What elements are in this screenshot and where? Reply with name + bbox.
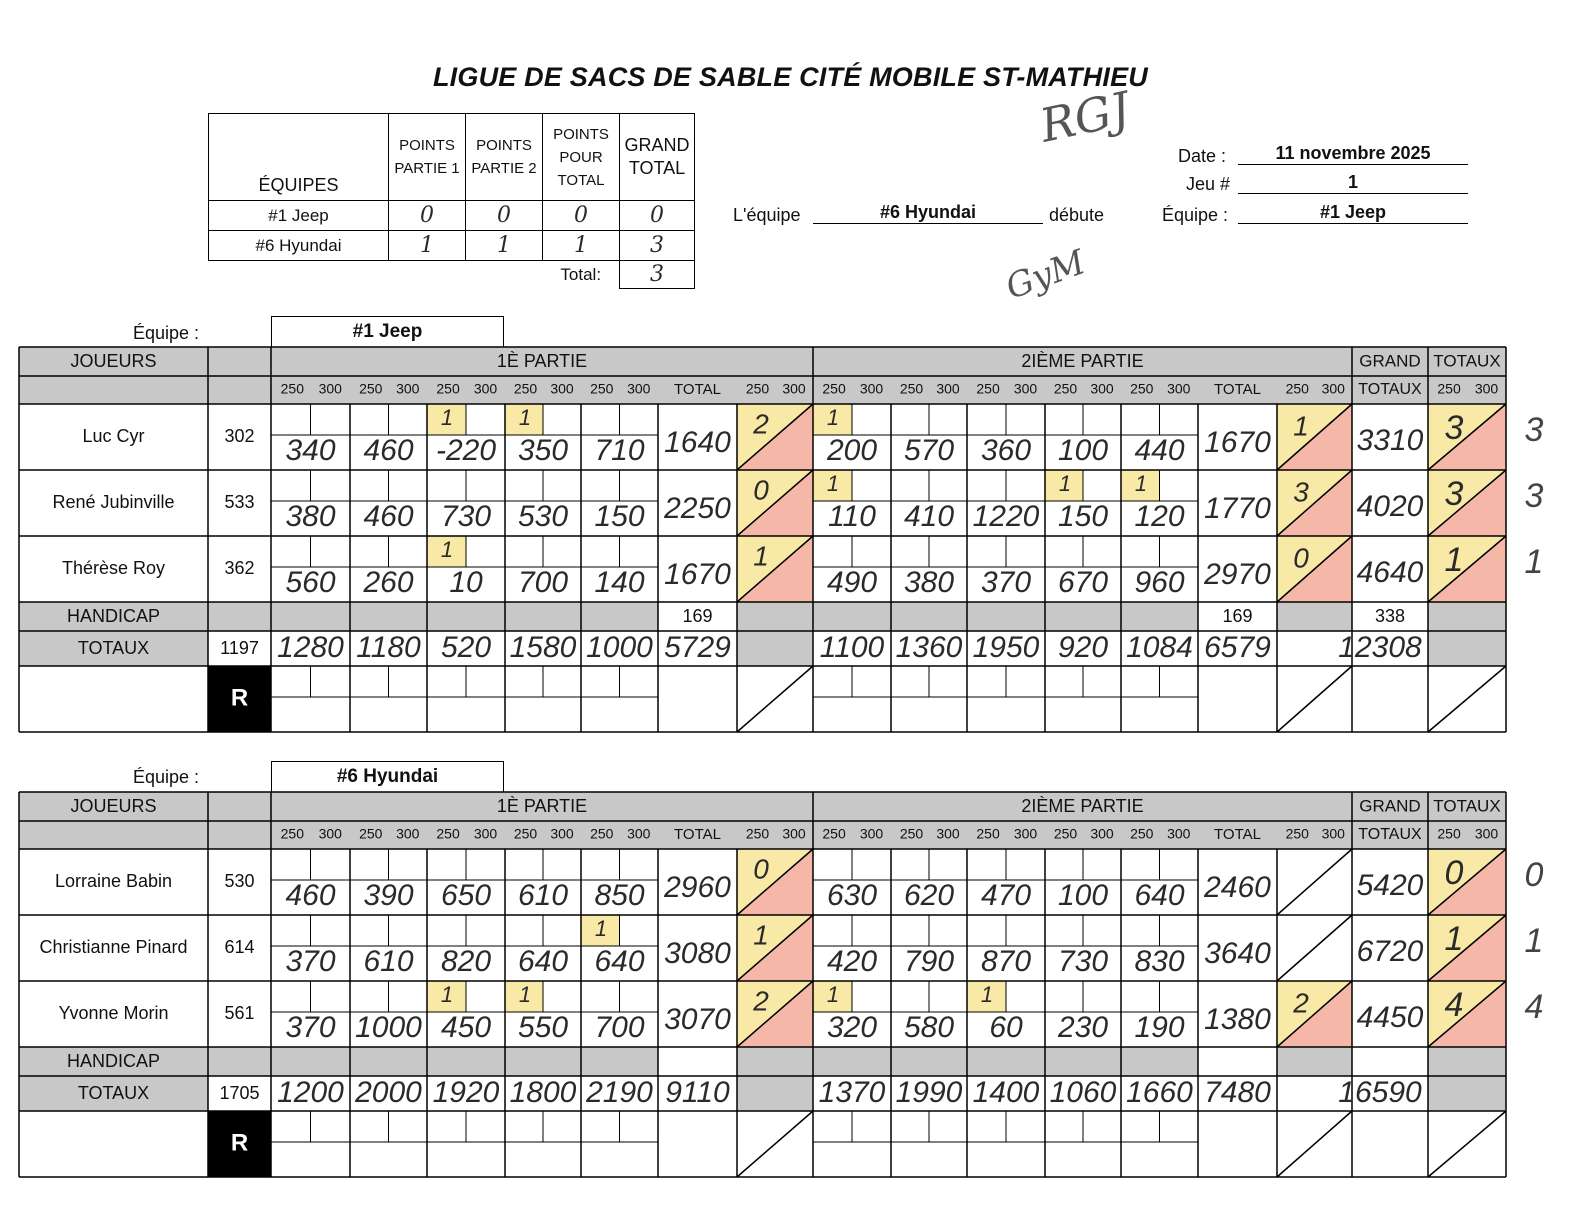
game2-score: 790 (903, 944, 955, 978)
debut-prefix: L'équipe (733, 205, 801, 225)
sub-header-250: 250 (513, 825, 538, 842)
totaux-points: 4 (1444, 985, 1464, 1024)
mark-value: 1 (1058, 470, 1072, 496)
totaux-handicap: 1705 (219, 1082, 260, 1103)
totaux-total1: 5729 (664, 630, 731, 664)
sub-header-250: 250 (745, 380, 770, 397)
summary-p1: 0 (389, 201, 466, 231)
player-handicap: 533 (224, 491, 255, 512)
totaux-total2: 6579 (1204, 630, 1271, 664)
sub-header-300: 300 (1321, 825, 1345, 842)
player-handicap: 614 (224, 936, 255, 957)
player-name: Luc Cyr (82, 425, 145, 446)
grand-total: 3310 (1356, 423, 1424, 457)
total-subheader: TOTAL (674, 825, 721, 843)
totaux-game1: 1180 (356, 630, 421, 664)
sub-header-300: 300 (1013, 380, 1038, 397)
totaux-points: 1 (1444, 540, 1464, 579)
totaux-game1: 1580 (509, 630, 577, 664)
game2-score: 570 (903, 433, 955, 467)
sub-header-300: 300 (859, 380, 884, 397)
totaux-points: 0 (1444, 853, 1464, 892)
mark-value: 1 (594, 915, 608, 941)
game1-score: 610 (517, 878, 569, 912)
sub-header-250: 250 (1053, 380, 1078, 397)
sub-header-250: 250 (1437, 380, 1461, 397)
handicap-label: HANDICAP (66, 1050, 161, 1071)
totaux-game2: 1950 (972, 630, 1040, 664)
totaux-header: TOTAUX (1433, 796, 1501, 816)
totaux-game1: 520 (440, 630, 492, 664)
game2-points: 0 (1293, 542, 1309, 574)
diagonal-line (737, 1111, 813, 1177)
handicap-cell (1198, 1047, 1277, 1076)
sub-header-250: 250 (1285, 825, 1309, 842)
sub-header-300: 300 (1090, 380, 1114, 397)
summary-header-pt: POINTS POUR TOTAL (543, 114, 620, 201)
game1-total: 1670 (664, 557, 731, 591)
game1-score: 460 (363, 499, 414, 533)
player-handicap: 530 (224, 870, 255, 891)
totaux-game1: 1920 (432, 1075, 500, 1109)
totaux-game1: 1280 (277, 630, 344, 664)
side-mark: 0 (1524, 855, 1544, 894)
team-name-box: #1 Jeep (271, 316, 504, 348)
game2-total: 1770 (1204, 491, 1271, 525)
game1-score: 730 (440, 499, 492, 533)
sub-header-250: 250 (280, 380, 305, 397)
game2-score: 380 (903, 565, 955, 599)
summary-total-label: Total: (560, 264, 602, 284)
game2-points: 1 (1293, 410, 1309, 442)
game1-total: 3080 (664, 936, 731, 970)
game2-score: 150 (1057, 499, 1109, 533)
date-label: Date : (1178, 146, 1227, 166)
mark-value: 1 (980, 981, 994, 1007)
totaux-game1: 1200 (277, 1075, 344, 1109)
game1-score: 370 (285, 944, 336, 978)
player-handicap: 561 (224, 1002, 255, 1023)
game2-score: 630 (826, 878, 878, 912)
totaux-game2: 1084 (1126, 630, 1193, 664)
sub-header-250: 250 (436, 380, 460, 397)
game2-score: 580 (903, 1010, 955, 1044)
game1-points: 0 (753, 474, 769, 506)
game1-total: 2960 (664, 870, 731, 904)
totaux-handicap: 1197 (220, 637, 259, 658)
sub-header-250: 250 (822, 825, 846, 842)
partie2-header: 2IÈME PARTIE (1021, 795, 1144, 816)
side-mark: 3 (1524, 410, 1544, 449)
game1-score: 640 (517, 944, 569, 978)
sub-header-250: 250 (590, 380, 614, 397)
totaux-game2: 1370 (818, 1075, 886, 1109)
sub-header-250: 250 (976, 380, 1000, 397)
game2-score: 1220 (972, 499, 1040, 533)
handicap-cell (1352, 1047, 1428, 1076)
game2-score: 100 (1057, 878, 1109, 912)
game2-score: 640 (1134, 878, 1185, 912)
summary-gt: 3 (620, 231, 695, 261)
r-label: R (230, 684, 249, 712)
game1-total: 1640 (664, 425, 731, 459)
sub-header-300: 300 (1167, 380, 1191, 397)
sub-header-300: 300 (550, 825, 574, 842)
jeu-value: 1 (1238, 172, 1468, 194)
totaux-grand-total: 16590 (1338, 1075, 1422, 1109)
sub-header-250: 250 (513, 380, 538, 397)
game1-points: 0 (753, 853, 769, 885)
game2-points: 2 (1293, 987, 1309, 1019)
totaux-label: TOTAUX (77, 637, 150, 658)
game1-score: 610 (363, 944, 414, 978)
game1-score: 450 (440, 1010, 492, 1044)
side-mark: 1 (1524, 542, 1544, 581)
game1-score: 650 (440, 878, 492, 912)
summary-total: 3 (620, 261, 695, 289)
mark-value: 1 (518, 981, 532, 1007)
grand-total: 5420 (1356, 868, 1424, 902)
game1-points: 1 (753, 919, 769, 951)
summary-team: #1 Jeep (209, 201, 389, 231)
sub-header-300: 300 (396, 825, 420, 842)
joueurs-header: JOUEURS (70, 795, 157, 816)
sub-header-300: 300 (936, 825, 960, 842)
game1-score: 820 (440, 944, 492, 978)
side-mark: 1 (1524, 921, 1544, 960)
debut-team: #6 Hyundai (813, 202, 1043, 224)
grand-totaux-header: TOTAUX (1358, 826, 1422, 844)
game2-points: 3 (1293, 476, 1309, 508)
sub-header-250: 250 (745, 825, 770, 842)
summary-header-gt: GRAND TOTAL (620, 114, 695, 201)
game1-score: 140 (594, 565, 645, 599)
game2-score: 440 (1134, 433, 1185, 467)
totaux-game1: 2000 (355, 1075, 422, 1109)
sub-header-250: 250 (1285, 380, 1309, 397)
player-name: Yvonne Morin (58, 1002, 169, 1023)
sub-header-300: 300 (782, 380, 806, 397)
game1-score: 340 (285, 433, 336, 467)
sub-header-250: 250 (436, 825, 460, 842)
totaux-game1: 1800 (509, 1075, 577, 1109)
sub-header-300: 300 (318, 380, 342, 397)
game1-score: 10 (449, 565, 483, 599)
game2-score: 490 (826, 565, 878, 599)
sub-header-250: 250 (280, 825, 305, 842)
totaux-points: 1 (1444, 919, 1464, 958)
sub-header-300: 300 (1474, 825, 1499, 842)
game2-score: 110 (828, 499, 876, 533)
game1-points: 2 (753, 408, 769, 440)
sub-header-300: 300 (550, 380, 574, 397)
totaux-points: 3 (1444, 408, 1464, 447)
summary-gt: 0 (620, 201, 695, 231)
totaux-game2: 1100 (819, 630, 885, 664)
handicap-total1: 169 (682, 605, 713, 626)
sub-header-250: 250 (359, 380, 383, 397)
sub-header-300: 300 (396, 380, 420, 397)
game1-score: 700 (517, 565, 569, 599)
total-subheader: TOTAL (1214, 380, 1261, 398)
total-subheader: TOTAL (1214, 825, 1261, 843)
summary-header-p1: POINTS PARTIE 1 (389, 114, 466, 201)
jeu-label: Jeu # (1186, 174, 1231, 194)
game1-score: 460 (363, 433, 414, 467)
totaux-game1: 2190 (586, 1075, 653, 1109)
grand-totaux-header: TOTAUX (1358, 381, 1422, 399)
game2-score: 420 (826, 944, 878, 978)
sub-header-250: 250 (1130, 825, 1154, 842)
r-label: R (230, 1129, 249, 1157)
equipe-label: Équipe : (1162, 205, 1229, 225)
grand-total: 6720 (1356, 934, 1424, 968)
mark-value: 1 (826, 470, 840, 496)
totaux-game2: 1360 (895, 630, 963, 664)
game2-score: 190 (1134, 1010, 1185, 1044)
player-handicap: 302 (224, 425, 255, 446)
summary-pt: 1 (543, 231, 620, 261)
sub-header-250: 250 (590, 825, 614, 842)
team-label: Équipe : (133, 767, 200, 787)
partie1-header: 1È PARTIE (496, 795, 588, 816)
totaux-label: TOTAUX (77, 1082, 150, 1103)
game2-score: 230 (1057, 1010, 1109, 1044)
totaux-game2: 920 (1057, 630, 1109, 664)
game2-score: 320 (826, 1010, 878, 1044)
mark-value: 1 (440, 404, 454, 430)
totaux-grand-total: 12308 (1338, 630, 1422, 664)
sub-header-250: 250 (359, 825, 383, 842)
mark-value: 1 (440, 536, 454, 562)
totaux-total2: 7480 (1204, 1075, 1271, 1109)
sub-header-300: 300 (318, 825, 342, 842)
diagonal-line (1277, 849, 1352, 915)
diagonal-line (1277, 1111, 1352, 1177)
sub-header-300: 300 (627, 825, 651, 842)
sub-header-250: 250 (1437, 825, 1461, 842)
sub-header-300: 300 (627, 380, 651, 397)
summary-p1: 1 (389, 231, 466, 261)
game1-score: 260 (363, 565, 414, 599)
summary-header-equipes: ÉQUIPES (209, 114, 389, 201)
totaux-game1: 1000 (586, 630, 653, 664)
sub-header-250: 250 (822, 380, 846, 397)
summary-pt: 0 (543, 201, 620, 231)
game1-score: 1000 (355, 1010, 422, 1044)
summary-header-p2: POINTS PARTIE 2 (466, 114, 543, 201)
grand-total: 4020 (1356, 489, 1424, 523)
game2-score: 730 (1057, 944, 1109, 978)
game2-total: 2460 (1204, 870, 1271, 904)
summary-p2: 0 (466, 201, 543, 231)
handicap-label: HANDICAP (66, 605, 161, 626)
game2-score: 100 (1057, 433, 1109, 467)
joueurs-header: JOUEURS (70, 350, 157, 371)
player-name: Lorraine Babin (54, 870, 173, 891)
side-mark: 4 (1524, 987, 1544, 1026)
equipe-value: #1 Jeep (1238, 202, 1468, 224)
sub-header-300: 300 (1013, 825, 1038, 842)
team-label: Équipe : (133, 323, 200, 343)
mark-value: 1 (518, 404, 532, 430)
sub-header-300: 300 (1474, 380, 1499, 397)
game1-score: 560 (285, 565, 336, 599)
grand-total: 4640 (1356, 555, 1424, 589)
game1-points: 2 (753, 985, 769, 1017)
handicap-cell (658, 1047, 737, 1076)
totaux-total1: 9110 (665, 1075, 730, 1109)
summary-p2: 1 (466, 231, 543, 261)
initials: GyM (1000, 242, 1091, 308)
debut-suffix: débute (1049, 205, 1105, 225)
game1-score: 700 (594, 1010, 645, 1044)
game2-score: 370 (980, 565, 1032, 599)
total-subheader: TOTAL (674, 380, 721, 398)
game2-total: 2970 (1204, 557, 1271, 591)
game1-score: 710 (594, 433, 645, 467)
sub-header-300: 300 (1167, 825, 1191, 842)
game2-score: 410 (903, 499, 955, 533)
game1-score: 530 (517, 499, 569, 533)
game2-score: 470 (980, 878, 1032, 912)
signature: RGJ (1035, 81, 1135, 153)
player-handicap: 362 (224, 557, 255, 578)
date-value: 11 novembre 2025 (1238, 143, 1468, 165)
sub-header-250: 250 (899, 825, 924, 842)
game2-total: 3640 (1204, 936, 1271, 970)
totaux-game2: 1060 (1049, 1075, 1117, 1109)
totaux-game2: 1400 (972, 1075, 1040, 1109)
game1-score: 850 (594, 878, 645, 912)
game2-score: 960 (1134, 565, 1185, 599)
page-title: LIGUE DE SACS DE SABLE CITÉ MOBILE ST-MATHIEU (432, 62, 1149, 92)
player-name: Christianne Pinard (39, 936, 188, 957)
game2-score: 620 (903, 878, 955, 912)
player-name: Thérèse Roy (61, 557, 166, 578)
sub-header-250: 250 (899, 380, 924, 397)
game2-total: 1380 (1204, 1002, 1271, 1036)
mark-value: 1 (826, 981, 840, 1007)
game2-score: 200 (826, 433, 878, 467)
game1-score: 350 (517, 433, 569, 467)
totaux-game2: 1990 (895, 1075, 963, 1109)
game1-score: 370 (285, 1010, 336, 1044)
game2-score: 670 (1057, 565, 1109, 599)
game1-score: 150 (594, 499, 645, 533)
partie1-header: 1È PARTIE (496, 350, 588, 371)
player-name: René Jubinville (52, 491, 175, 512)
totaux-points: 3 (1444, 474, 1464, 513)
game2-score: 60 (989, 1010, 1023, 1044)
game1-score: -220 (435, 433, 497, 467)
sub-header-300: 300 (1090, 825, 1114, 842)
game2-score: 870 (980, 944, 1032, 978)
game1-score: 640 (594, 944, 645, 978)
mark-value: 1 (1134, 470, 1148, 496)
sub-header-300: 300 (1321, 380, 1345, 397)
game1-total: 3070 (664, 1002, 731, 1036)
mark-value: 1 (440, 981, 454, 1007)
game1-points: 1 (753, 540, 769, 572)
sub-header-250: 250 (1053, 825, 1078, 842)
sub-header-250: 250 (976, 825, 1000, 842)
game2-score: 120 (1134, 499, 1185, 533)
summary-team: #6 Hyundai (209, 231, 389, 261)
sub-header-300: 300 (859, 825, 884, 842)
sub-header-250: 250 (1130, 380, 1154, 397)
mark-value: 1 (826, 404, 840, 430)
game2-total: 1670 (1204, 425, 1271, 459)
sub-header-300: 300 (782, 825, 806, 842)
team-name-box: #6 Hyundai (271, 761, 504, 793)
game1-score: 550 (517, 1010, 569, 1044)
game1-score: 390 (363, 878, 414, 912)
game2-score: 830 (1134, 944, 1185, 978)
partie2-header: 2IÈME PARTIE (1021, 350, 1144, 371)
sub-header-300: 300 (473, 825, 498, 842)
totaux-header: TOTAUX (1433, 351, 1501, 371)
handicap-grand-total: 338 (1374, 605, 1406, 626)
sub-header-300: 300 (936, 380, 960, 397)
grand-total: 4450 (1356, 1000, 1424, 1034)
diagonal-line (1277, 915, 1352, 981)
diagonal-line (1428, 1111, 1506, 1177)
grand-header: GRAND (1359, 796, 1421, 816)
sub-header-300: 300 (473, 380, 498, 397)
game2-score: 360 (980, 433, 1032, 467)
handicap-total2: 169 (1222, 605, 1253, 626)
game1-score: 460 (285, 878, 336, 912)
grand-header: GRAND (1359, 351, 1421, 371)
game1-total: 2250 (664, 491, 731, 525)
side-mark: 3 (1524, 476, 1544, 515)
totaux-game2: 1660 (1126, 1075, 1193, 1109)
game1-score: 380 (285, 499, 336, 533)
